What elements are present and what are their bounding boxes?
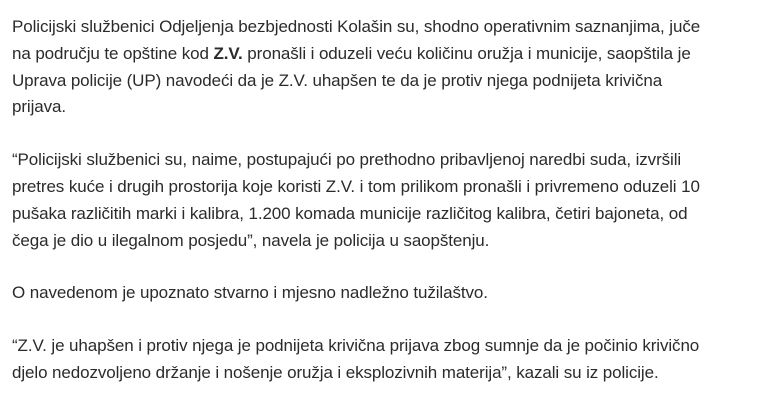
paragraph-1-line-2	[12, 41, 769, 68]
paragraph-2-line-4: čega je dio u ilegalnom posjedu”, navela je policija u saopštenju.	[12, 230, 490, 250]
paragraph-4-quote	[12, 333, 769, 387]
paragraph-4-line-1: “Z.V. je uhapšen i protiv njega je podnijeta krivična prijava zbog sumnje da je počinio krivično	[12, 336, 700, 356]
paragraph-2-line-3: pušaka različitih marki i kalibra, 1.200 komada municije različitog kalibra, četiri bajoneta, od	[12, 203, 688, 223]
paragraph-1	[12, 14, 769, 121]
paragraph-2-line-2: pretres kuće i drugih prostorija koje koristi Z.V. i tom prilikom pronašli i privremeno oduzeli 10	[12, 176, 700, 196]
paragraph-2-quote	[12, 147, 769, 254]
paragraph-3	[12, 280, 769, 307]
paragraph-1-line-3: Uprava policije (UP) navodeći da je Z.V. uhapšen te da je protiv njega podnijeta krivična	[12, 70, 663, 90]
line-text: na području te opštine kod	[12, 43, 214, 63]
bold-initials: Z.V.	[213, 43, 243, 63]
paragraph-2-line-1: “Policijski službenici su, naime, postupajući po prethodno pribavljenoj naredbi suda, izvršili	[12, 150, 682, 170]
paragraph-1-line-4: prijava.	[12, 97, 67, 117]
paragraph-1-line-1: Policijski službenici Odjeljenja bezbjednosti Kolašin su, shodno operativnim saznanjima, juče	[12, 17, 701, 36]
line-text: pronašli i oduzeli veću količinu oružja i municije, saopštila je	[242, 43, 691, 63]
paragraph-4-line-2: djelo nedozvoljeno držanje i nošenje oružja i eksplozivnih materija”, kazali su iz policije.	[12, 362, 659, 382]
paragraph-3-line-1: O navedenom je upoznato stvarno i mjesno nadležno tužilaštvo.	[12, 283, 488, 303]
